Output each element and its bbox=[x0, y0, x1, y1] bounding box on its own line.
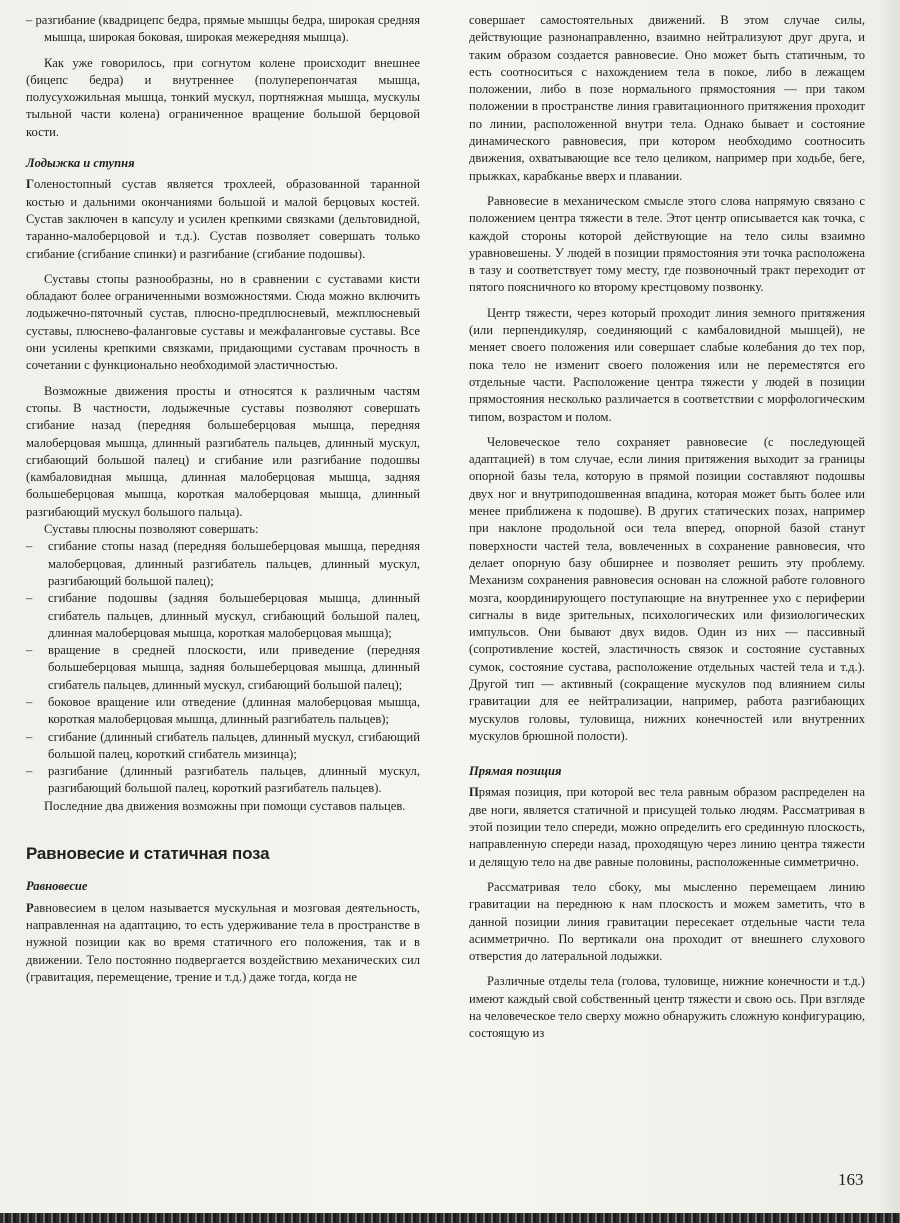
list-item: – разгибание (длинный разгибатель пальцев, длинный мускул, разгибающий большой палец, короткий разгибатель пальцев). bbox=[26, 764, 420, 796]
subheading-ankle: Лодыжка и ступня bbox=[26, 156, 135, 171]
paragraph: Суставы плюсны позволяют совершать: bbox=[44, 522, 259, 537]
paragraph: Последние два движения возможны при помощи суставов пальцев. bbox=[44, 798, 406, 813]
paragraph: – разгибание (квадрицепс бедра, прямые мышцы бедра, широкая средняя мышца, широкая боковая, широкая межередняя мышца). bbox=[26, 13, 420, 45]
page-number: 163 bbox=[838, 1170, 864, 1189]
paragraph: Как уже говорилось, при согнутом колене происходит внешнее (бицепс бедра) и внутреннее (полуперепончатая мышца, полусухожильная мышца, тонкий мускул, портняжная мышца, мускулы тыльной части колена) ограниченное вращение большой берцовой кости. bbox=[26, 55, 420, 139]
section-title: Равновесие и статичная поза bbox=[26, 844, 270, 864]
paragraph: Рассматривая тело сбоку, мы мысленно перемещаем линию гравитации на переднюю к нам плоскость и можем заметить, что в данной позиции линия гравитации пересекает отдельные части тела асимметрично. По вертикали она проходит от внешнего слухового отверстия до латеральной лодыжки. bbox=[469, 879, 865, 964]
list-item: – вращение в средней плоскости, или приведение (передняя большеберцовая мышца, задняя большеберцовая мышца, длинный сгибатель пальцев, длинный мускул, сгибающий большой палец); bbox=[26, 643, 420, 692]
paragraph: Равновесие в механическом смысле этого слова напрямую связано с положением центра тяжести в теле. Этот центр описывается как точка, с каждой стороны которой действующие на тело силы взаимно уравновешены. У людей в позиции прямостояния эти точка расположена в тазу и соответствует тому месту, где позвоночный тракт переходит от пятого поясничного ко второму крестцовому позвонку. bbox=[469, 193, 865, 295]
right-column bbox=[469, 12, 865, 1043]
paragraph: Голеностопный сустав является трохлеей, образованной таранной костью и дальними окончаниями большой и малой берцовых костей. Сустав заключен в капсулу и усилен крепкими связками (дельтовидной, таранно-малоберцовой и т.д.). Сустав позволяет совершать только сгибание (сгибание спинки) и разгибание (сгибание подошвы). bbox=[26, 177, 420, 261]
list-item: – боковое вращение или отведение (длинная малоберцовая мышца, короткая малоберцовая мышца, длинный разгибатель пальцев); bbox=[26, 694, 420, 727]
left-column bbox=[26, 12, 420, 986]
paragraph: Прямая позиция, при которой вес тела равным образом распределен на две ноги, является статичной и присущей только людям. Рассматривая в этой позиции тело спереди, можно определить его срединную плоскость, направленную спереди назад, проходящую через линию центра тяжести и делящую тело на две равные половины, расположенные симметрично. bbox=[469, 785, 865, 869]
page-edge-shadow bbox=[880, 0, 900, 1213]
paragraph: Равновесием в целом называется мускульная и мозговая деятельность, направленная на адаптацию, то есть удерживание тела в пространстве в нужной позиции как во время статичного его положения, так и в движении. Тело постоянно подвергается воздействию механических сил (гравитация, перемещение, трение и т.д.) даже тогда, когда не bbox=[26, 900, 420, 984]
list-item: – сгибание подошвы (задняя большеберцовая мышца, длинный сгибатель пальцев, длинный мускул, сгибающий большой палец, длинная малоберцовая мышца, короткая малоберцовая мышца); bbox=[26, 591, 420, 640]
list-item: – сгибание (длинный сгибатель пальцев, длинный мускул, сгибающий большой палец, короткий сгибатель мизинца); bbox=[26, 729, 420, 761]
subheading-balance: Равновесие bbox=[26, 879, 88, 894]
list-item: – сгибание стопы назад (передняя большеберцовая мышца, передняя малоберцовая, длинный разгибатель пальцев, длинный мускул, разгибающий большой палец); bbox=[26, 539, 420, 588]
paragraph: совершает самостоятельных движений. В этом случае силы, действующие разнонаправленно, взаимно нейтрализуют друг друга, и таким образом создается равновесие. Оно может быть статичным, то есть соотноситься с нахождением тела в покое, либо в лежащем положении, либо в позе нормального прямостояния — при таком положении в пространстве линия гравитационного притяжения проходит по линии, расположенной внутри тела. Однако бывает и состояние динамического равновесия, при котором необходимо соотносить движения, охватывающие все тело целиком, например при ходьбе, беге, прыжках, карабканье вверх и плавании. bbox=[469, 13, 865, 183]
subheading-upright: Прямая позиция bbox=[469, 764, 562, 779]
paragraph: Центр тяжести, через который проходит линия земного притяжения (или перпендикуляр, соединяющий с камбаловидной мышцей), не меняет своего положения или совершает слабые колебания до тех пор, пока тело не изменит своего положения или не переместятся его отдельные части. Расположение центра тяжести у людей в позиции прямостояния несколько различается в соответствии с морфологическим типом, возрастом и полом. bbox=[469, 305, 865, 424]
paragraph: Человеческое тело сохраняет равновесие (с последующей адаптацией) в том случае, если линия притяжения выходит за границы опорной базы тела, которую в прямой позиции составляют подошвы двух ног и внутриподошвенная впадина, которая может быть более или менее приближена к подошве). В других статических позах, например при наклоне продольной оси тела вперед, опорной базой станут поверхности частей тела, вовлеченных в сохранение равновесия, что делает опорную базу обширнее и позволяет решить эту проблему. Механизм сохранения равновесия основан на сложной работе головного мозга, координирующего поступающие на внутреннее ухо с периферии сигналы в виде зрительных, психологических или физиологических импульсов. Они бывают двух видов. Один из них — пассивный (сопротивление костей, эластичность связок и состояние суставных сумок, состояние сустава, расположение отдельных частей тела и т.д.). Другой тип — активный (сокращение мускулов под влиянием силы гравитации для ее нейтрализации, например, работа разгибающих мускулов головы, туловища, нижних конечностей или внутренних мускулов брюшной полости). bbox=[469, 434, 865, 743]
paragraph: Различные отделы тела (голова, туловище, нижние конечности и т.д.) имеют каждый свой собственный центр тяжести и свою ось. При взгляде на человеческое тело сверху можно обнаружить сложную конфигурацию, состоящую из bbox=[469, 974, 865, 1041]
scan-edge bbox=[0, 1213, 900, 1223]
paragraph: Возможные движения просты и относятся к различным частям стопы. В частности, лодыжечные суставы позволяют совершать сгибание назад (передняя большеберцовая мышца, передняя малоберцовая мышца, длинный разгибатель пальцев, длинный мускул, сгибающий большой палец) и сгибание или разгибание подошвы (камбаловидная мышца, длинная малоберцовая мышца, задняя большеберцовая мышца, короткая малоберцовая мышца, длинный разгибающий мускул большого пальца). bbox=[26, 383, 420, 519]
paragraph: Суставы стопы разнообразны, но в сравнении с суставами кисти обладают более ограниченными возможностями. Сюда можно включить лодыжечно-пяточный сустав, плюсно-предплюсневый, межплюсневый суставы, плюснево-фаланговые суставы и межфаланговые суставы. Все они усилены крепкими связками, придающими суставам прочность в сочетании с функционально необходимой эластичностью. bbox=[26, 271, 420, 373]
